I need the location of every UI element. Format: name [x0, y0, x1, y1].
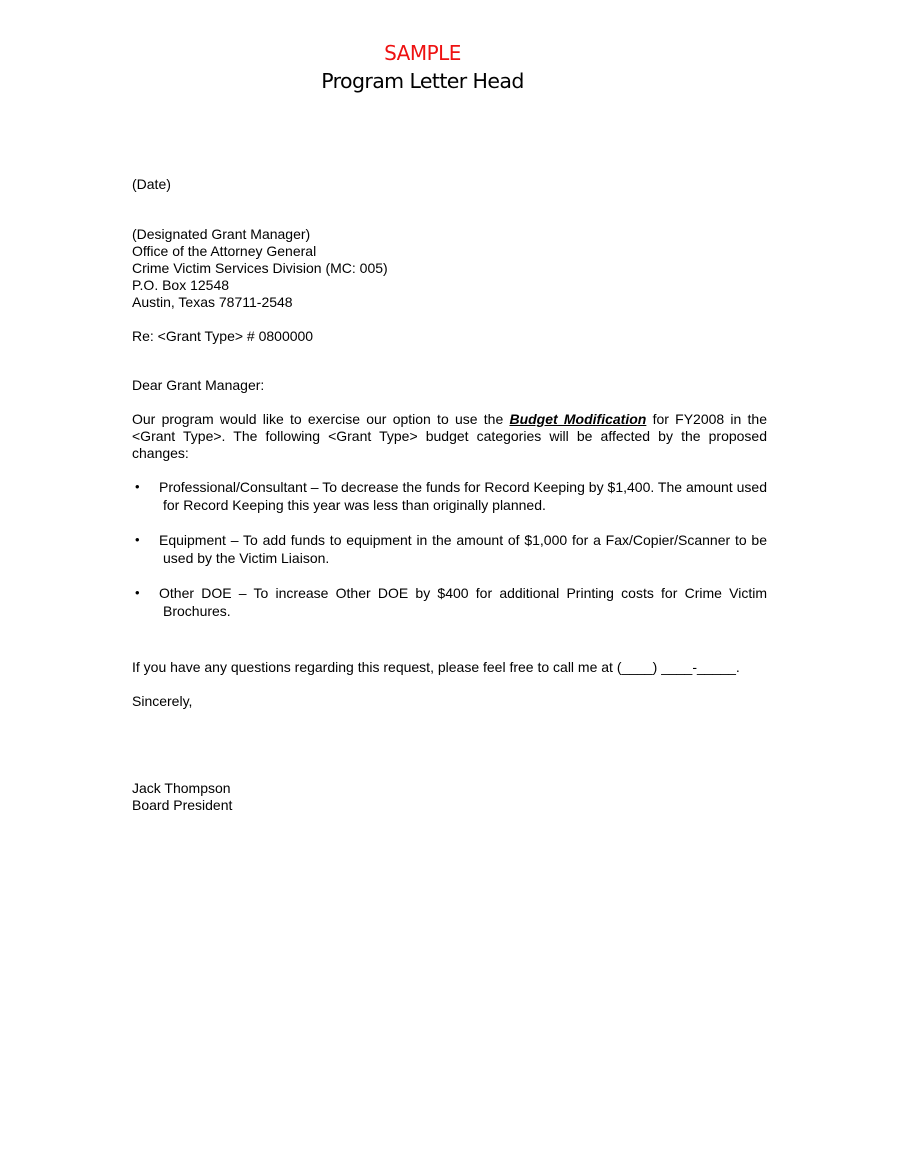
sample-label: SAMPLE [384, 41, 461, 65]
salutation: Dear Grant Manager: [132, 377, 265, 393]
address-line: P.O. Box 12548 [132, 277, 230, 293]
letterhead [0, 40, 845, 96]
address-line: (Designated Grant Manager) [132, 226, 311, 242]
letterhead-title: Program Letter Head [321, 69, 524, 93]
recipient-address [132, 226, 767, 311]
address-line: Office of the Attorney General [132, 243, 317, 259]
letter-body [132, 176, 767, 814]
change-text: Other DOE – To increase Other DOE by $400 for additional Printing costs for Crime Victim Brochures. [159, 585, 767, 619]
list-item [132, 531, 767, 567]
list-item [132, 478, 767, 514]
signer-title: Board President [132, 797, 233, 813]
date-line: (Date) [132, 176, 171, 192]
closing: Sincerely, [132, 693, 193, 709]
questions-paragraph: If you have any questions regarding this request, please feel free to call me at (____) ____-_____. [132, 659, 740, 675]
address-line: Austin, Texas 78711-2548 [132, 294, 293, 310]
intro-text-start: Our program would like to exercise our option to use the [132, 411, 510, 427]
budget-modification-emphasis: Budget Modification [509, 411, 647, 427]
list-item [132, 584, 767, 620]
bullet-icon: • [135, 585, 140, 600]
change-text: Professional/Consultant – To decrease the funds for Record Keeping by $1,400. The amount used for Record Keeping this year was less than originally planned. [159, 479, 767, 513]
bullet-icon: • [135, 479, 140, 494]
signer-name: Jack Thompson [132, 780, 231, 796]
change-text: Equipment – To add funds to equipment in the amount of $1,000 for a Fax/Copier/Scanner to be used by the Victim Liaison. [159, 532, 767, 566]
bullet-icon: • [135, 532, 140, 547]
address-line: Crime Victim Services Division (MC: 005) [132, 260, 388, 276]
intro-paragraph [132, 411, 767, 462]
reference-line: Re: <Grant Type> # 0800000 [132, 328, 314, 344]
budget-change-list [132, 478, 767, 620]
intro-text-end: for FY2008 in the <Grant Type>. The following <Grant Type> budget categories will be affected by the proposed changes: [132, 411, 767, 461]
